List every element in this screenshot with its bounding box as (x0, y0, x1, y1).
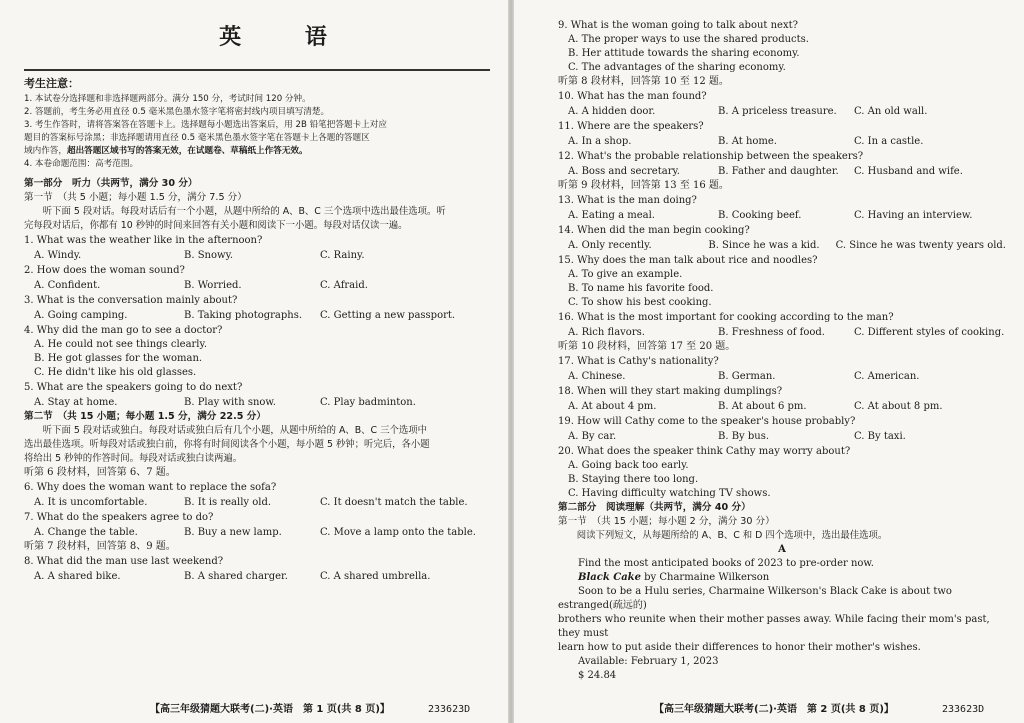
passage-line-1: Soon to be a Hulu series, Charmaine Wilkerson's Black Cake is about two estranged(疏远的) (558, 586, 952, 611)
page-footer: 【高三年级猜题大联考(二)·英语 第 2 页(共 8 页)】 (654, 704, 894, 715)
question-20-option-a: A. Going back too early. (568, 460, 689, 471)
page-title: 英 语 (219, 25, 355, 50)
option-a: A. A hidden door. (568, 106, 656, 117)
material-7-label: 听第 7 段材料，回答第 8、9 题。 (24, 541, 176, 552)
option-b: B. German. (718, 371, 776, 382)
question-1-options (24, 248, 490, 263)
question-15: 15. Why does the man talk about rice and noodles? (558, 255, 818, 266)
option-a: A. Chinese. (568, 371, 626, 382)
option-b: B. Since he was a kid. (708, 240, 820, 251)
question-7-options (24, 525, 490, 540)
question-16-options (558, 325, 1006, 340)
option-b: B. Buy a new lamp. (184, 527, 282, 538)
notice-item-4: 4. 本卷命题范围：高考范围。 (24, 159, 139, 169)
notice-item-1: 1. 本试卷分选择题和非选择题两部分。满分 150 分，考试时间 120 分钟。 (24, 94, 311, 104)
notice-heading: 考生注意： (24, 77, 79, 90)
book-author: by Charmaine Wilkerson (640, 572, 770, 583)
option-b: B. Cooking beef. (718, 210, 802, 221)
book-title: Black Cake (578, 572, 641, 583)
notice-box (24, 69, 490, 171)
question-1: 1. What was the weather like in the afternoon? (24, 235, 263, 246)
option-a: A. By car. (568, 431, 617, 442)
section2-instruction-3: 将给出 5 秒钟的作答时间。每段对话或独白读两遍。 (24, 453, 243, 464)
question-4-option-c: C. He didn't like his old glasses. (34, 367, 197, 378)
option-b: B. A shared charger. (184, 571, 288, 582)
option-b: B. At about 6 pm. (718, 401, 807, 412)
passage-line-2: brothers who reunite when their mother passes away. While facing their mom's past, they must (558, 614, 990, 639)
passage-intro: Find the most anticipated books of 2023 to pre-order now. (578, 558, 874, 569)
question-8-options (24, 569, 490, 584)
option-b: B. Father and daughter. (718, 166, 839, 177)
part2-instruction: 阅读下列短文，从每题所给的 A、B、C 和 D 四个选项中，选出最佳选项。 (576, 530, 888, 541)
question-20-option-c: C. Having difficulty watching TV shows. (568, 488, 771, 499)
section2-heading: 第二节 （共 15 小题；每小题 1.5 分，满分 22.5 分） (24, 411, 266, 422)
option-a: A. Stay at home. (34, 397, 118, 408)
question-9: 9. What is the woman going to talk about next? (558, 20, 798, 31)
option-a: A. Boss and secretary. (568, 166, 680, 177)
question-3-options (24, 308, 490, 323)
option-a: A. Windy. (34, 250, 82, 261)
question-14: 14. When did the man begin cooking? (558, 225, 750, 236)
question-13: 13. What is the man doing? (558, 195, 697, 206)
question-18: 18. When will they start making dumplings? (558, 386, 783, 397)
question-5-options (24, 395, 490, 410)
option-a: A. Only recently. (568, 240, 652, 251)
question-17: 17. What is Cathy's nationality? (558, 356, 719, 367)
option-a: A. In a shop. (568, 136, 632, 147)
exam-code: 233623D (942, 704, 985, 715)
option-c: C. Husband and wife. (854, 166, 963, 177)
option-c: C. Getting a new passport. (320, 310, 456, 321)
exam-page-1 (0, 0, 508, 723)
option-c: C. Since he was twenty years old. (835, 240, 1006, 251)
option-b: B. Snowy. (184, 250, 234, 261)
option-b: B. Taking photographs. (184, 310, 303, 321)
exam-page-2 (514, 0, 1024, 723)
option-c: C. It doesn't match the table. (320, 497, 468, 508)
option-a: A. At about 4 pm. (568, 401, 657, 412)
question-14-options (558, 238, 1006, 253)
notice-item-3b: 题目的答案标号涂黑；非选择题请用直径 0.5 毫米黑色墨水签字笔在答题卡上各题的答题区 (24, 133, 370, 143)
option-b: B. Play with snow. (184, 397, 276, 408)
section1-instruction-2: 完每段对话后，你都有 10 秒钟的时间来回答有关小题和阅读下一小题。每段对话仅读一遍。 (24, 220, 408, 231)
option-a: A. Rich flavors. (568, 327, 645, 338)
passage-label: A (778, 544, 786, 555)
option-b: B. By bus. (718, 431, 770, 442)
question-6-options (24, 495, 490, 510)
question-9-option-b: B. Her attitude towards the sharing economy. (568, 48, 800, 59)
option-a: A. Change the table. (34, 527, 138, 538)
section2-instruction-1: 听下面 5 段对话或独白。每段对话或独白后有几个小题，从题中所给的 A、B、C 三个选项中 (42, 425, 427, 436)
option-b: B. A priceless treasure. (718, 106, 837, 117)
question-12: 12. What's the probable relationship between the speakers? (558, 151, 864, 162)
notice-item-2: 2. 答题前，考生务必用直径 0.5 毫米黑色墨水签字笔将密封线内项目填写清楚。 (24, 107, 330, 117)
question-7: 7. What do the speakers agree to do? (24, 512, 214, 523)
question-19-options (558, 429, 1006, 444)
option-c: C. Different styles of cooking. (854, 327, 1005, 338)
question-10: 10. What has the man found? (558, 91, 707, 102)
question-9-option-c: C. The advantages of the sharing economy. (568, 62, 786, 73)
option-a: A. Confident. (34, 280, 101, 291)
option-c: C. In a castle. (854, 136, 924, 147)
option-a: A. Going camping. (34, 310, 128, 321)
book-heading (558, 571, 1006, 585)
option-c: C. Having an interview. (854, 210, 973, 221)
question-10-options (558, 104, 1006, 119)
question-4: 4. Why did the man go to see a doctor? (24, 325, 223, 336)
notice-warning: 超出答题区域书写的答案无效，在试题卷、草稿纸上作答无效。 (66, 146, 308, 156)
question-13-options (558, 208, 1006, 223)
question-2: 2. How does the woman sound? (24, 265, 185, 276)
question-20: 20. What does the speaker think Cathy may worry about? (558, 446, 851, 457)
question-15-option-b: B. To name his favorite food. (568, 283, 714, 294)
question-4-option-b: B. He got glasses for the woman. (34, 353, 203, 364)
page-footer: 【高三年级猜题大联考(二)·英语 第 1 页(共 8 页)】 (150, 704, 390, 715)
question-11: 11. Where are the speakers? (558, 121, 704, 132)
option-a: A. Eating a meal. (568, 210, 655, 221)
part1-heading: 第一部分 听力（共两节，满分 30 分） (24, 178, 198, 189)
material-9-label: 听第 9 段材料，回答第 13 至 16 题。 (558, 180, 729, 191)
question-3: 3. What is the conversation mainly about? (24, 295, 238, 306)
option-c: C. Play badminton. (320, 397, 416, 408)
passage-line-3: learn how to put aside their differences to honor their mother's wishes. (558, 642, 921, 653)
book-available: Available: February 1, 2023 (578, 656, 719, 667)
question-15-option-a: A. To give an example. (568, 269, 683, 280)
question-18-options (558, 399, 1006, 414)
notice-item-3c: 域内作答，超出答题区域书写的答案无效，在试题卷、草稿纸上作答无效。 (24, 146, 308, 156)
question-17-options (558, 369, 1006, 384)
notice-item-3: 3. 考生作答时，请将答案答在答题卡上。选择题每小题选出答案后，用 2B 铅笔把答题卡上对应 (24, 120, 387, 130)
option-b: B. At home. (718, 136, 777, 147)
option-c: C. American. (854, 371, 920, 382)
question-15-option-c: C. To show his best cooking. (568, 297, 712, 308)
option-c: C. At about 8 pm. (854, 401, 943, 412)
option-b: B. Worried. (184, 280, 242, 291)
question-2-options (24, 278, 490, 293)
option-c: C. Move a lamp onto the table. (320, 527, 476, 538)
question-5: 5. What are the speakers going to do next? (24, 382, 243, 393)
question-11-options (558, 134, 1006, 149)
material-8-label: 听第 8 段材料，回答第 10 至 12 题。 (558, 76, 729, 87)
question-20-option-b: B. Staying there too long. (568, 474, 699, 485)
option-c: C. By taxi. (854, 431, 906, 442)
option-a: A. It is uncomfortable. (34, 497, 148, 508)
option-c: C. An old wall. (854, 106, 928, 117)
option-c: C. A shared umbrella. (320, 571, 431, 582)
part2-section1-heading: 第一节 （共 15 小题；每小题 2 分，满分 30 分） (558, 516, 775, 527)
material-10-label: 听第 10 段材料，回答第 17 至 20 题。 (558, 341, 736, 352)
question-16: 16. What is the most important for cooking according to the man? (558, 312, 894, 323)
section2-instruction-2: 选出最佳选项。听每段对话或独白前，你将有时间阅读各个小题，每小题 5 秒钟；听完后，各小题 (24, 439, 430, 450)
option-b: B. It is really old. (184, 497, 272, 508)
question-8: 8. What did the man use last weekend? (24, 556, 224, 567)
question-9-option-a: A. The proper ways to use the shared products. (568, 34, 809, 45)
question-19: 19. How will Cathy come to the speaker's house probably? (558, 416, 856, 427)
question-4-option-a: A. He could not see things clearly. (34, 339, 208, 350)
option-a: A. A shared bike. (34, 571, 121, 582)
book-price: $ 24.84 (578, 670, 617, 681)
section1-heading: 第一节 （共 5 小题；每小题 1.5 分，满分 7.5 分） (24, 192, 247, 203)
question-6: 6. Why does the woman want to replace the sofa? (24, 482, 277, 493)
option-b: B. Freshness of food. (718, 327, 825, 338)
part2-heading: 第二部分 阅读理解（共两节，满分 40 分） (558, 502, 751, 513)
option-c: C. Afraid. (320, 280, 368, 291)
question-12-options (558, 164, 1006, 179)
section1-instruction-1: 听下面 5 段对话。每段对话后有一个小题，从题中所给的 A、B、C 三个选项中选出最佳选项。听 (42, 206, 446, 217)
exam-code: 233623D (428, 704, 471, 715)
material-6-label: 听第 6 段材料，回答第 6、7 题。 (24, 467, 176, 478)
option-c: C. Rainy. (320, 250, 365, 261)
